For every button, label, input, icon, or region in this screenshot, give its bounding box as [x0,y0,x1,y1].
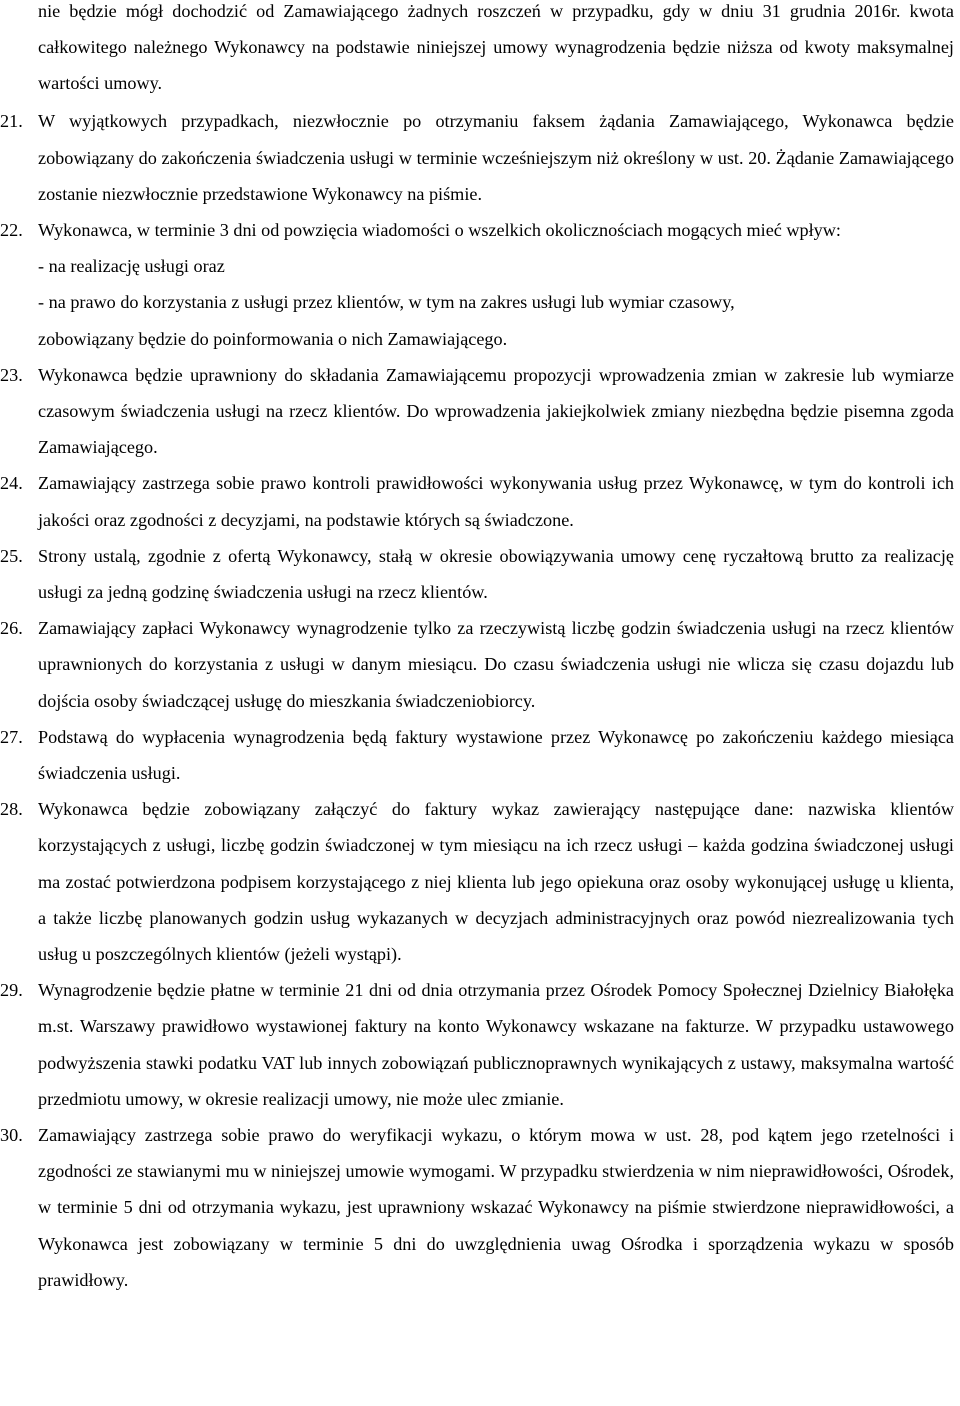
clause-text: Wykonawca będzie uprawniony do składania Zamawiającemu propozycji wprowadzenia zmian w zakresie lub wymiarze czasowym świadczenia usługi na rzecz klientów. Do wprowadzenia jakiejkolwiek zmiany niezbędna będzie pisemna zgoda Zamawiającego. [38,364,954,458]
clause-24 [0,465,960,537]
clause-number: 21. [0,111,23,132]
clause-text: Zamawiający zastrzega sobie prawo kontroli prawidłowości wykonywania usług przez Wykonawcę, w tym do kontroli ich jakości oraz zgodności z decyzjami, na podstawie których są świadczone. [38,473,954,530]
clause-28 [0,791,960,972]
clause-21 [0,103,960,212]
clause-number: 29. [0,980,23,1001]
clause-text: Zamawiający zastrzega sobie prawo do weryfikacji wykazu, o którym mowa w ust. 28, pod kątem jego rzetelności i zgodności ze stawianymi mu w niniejszej umowie wymogami. W przypadku stwierdzenia w nim nieprawidłowości, Ośrodek, w terminie 5 dni od otrzymania wykazu, jest uprawniony wskazać Wykonawcy na piśmie stwierdzone nieprawidłowości, a Wykonawca jest zobowiązany w terminie 5 dni do uwzględnienia uwag Ośrodka i sporządzenia wykazu w sposób prawidłowy. [38,1125,954,1290]
clause-number: 24. [0,473,23,494]
clause-sub-line: zobowiązany będzie do poinformowania o nich Zamawiającego. [38,328,508,349]
clause-26 [0,610,960,719]
clause-number: 26. [0,618,23,639]
clause-23 [0,357,960,466]
clause-29 [0,972,960,1117]
clause-text: Strony ustalą, zgodnie z ofertą Wykonawcy, stałą w okresie obowiązywania umowy cenę ryczałtową brutto za realizację usługi za jedną godzinę świadczenia usługi na rzecz klientów. [38,545,954,603]
clause-text: Wynagrodzenie będzie płatne w terminie 21 dni od dnia otrzymania przez Ośrodek Pomocy Społecznej Dzielnicy Białołęka m.st. Warszawy prawidłowo wystawionej faktury na konto Wykonawcy wskazane na fakturze. W przypadku ustawowego podwyższenia stawki podatku VAT lub innych zobowiązań publicznoprawnych wynikających z ustawy, maksymalna wartość przedmiotu umowy, w okresie realizacji umowy, nie może ulec zmianie. [38,980,954,1109]
continuation-paragraph: nie będzie mógł dochodzić od Zamawiającego żadnych roszczeń w przypadku, gdy w dniu 31 grudnia 2016r. kwota całkowitego należnego Wykonawcy na podstawie niniejszej umowy wynagrodzenia będzie niższa od kwoty maksymalnej wartości umowy. [38,1,954,93]
clause-number: 28. [0,799,23,820]
clause-text: Wykonawca będzie zobowiązany załączyć do faktury wykaz zawierający następujące dane: nazwiska klientów korzystających z usługi, liczbę godzin świadczonej w tym miesiącu na ich rzecz usługi – każda godzina świadczonej usługi ma zostać potwierdzona podpisem korzystającego z niej klienta lub jego opiekuna oraz osoby wykonującej usługę u klienta, a także liczbę planowanych godzin usług wykazanych w decyzjach administracyjnych oraz powód niezrealizowania tych usług u poszczególnych klientów (jeżeli wystąpi). [38,799,954,965]
clause-number: 25. [0,545,23,566]
clause-text: W wyjątkowych przypadkach, niezwłocznie po otrzymaniu faksem żądania Zamawiającego, Wykonawca będzie zobowiązany do zakończenia świadczenia usługi w terminie wcześniejszym niż określony w ust. 20. Żądanie Zamawiającego zostanie niezwłocznie przedstawione Wykonawcy na piśmie. [38,111,954,204]
clause-sub-line: - na realizację usługi oraz [38,256,225,277]
clause-22 [0,212,960,357]
clause-text: Wykonawca, w terminie 3 dni od powzięcia wiadomości o wszelkich okolicznościach mogących mieć wpływ: [38,220,841,240]
clause-number: 23. [0,364,23,385]
clause-30 [0,1117,960,1298]
clause-27 [0,719,960,791]
clause-number: 27. [0,726,23,747]
clause-text: Zamawiający zapłaci Wykonawcy wynagrodzenie tylko za rzeczywistą liczbę godzin świadczenia usługi na rzecz klientów uprawnionych do korzystania z usługi w danym miesiącu. Do czasu świadczenia usługi nie wlicza się czasu dojazdu lub dojścia osoby świadczącej usługę do mieszkania świadczeniobiorcy. [38,618,954,711]
clause-number: 30. [0,1125,23,1146]
clause-sub-line: - na prawo do korzystania z usługi przez klientów, w tym na zakres usługi lub wymiar czasowy, [38,292,735,313]
clause-number: 22. [0,220,23,240]
clause-text: Podstawą do wypłacenia wynagrodzenia będą faktury wystawione przez Wykonawcę po zakończeniu każdego miesiąca świadczenia usługi. [38,726,954,784]
clause-25 [0,538,960,610]
